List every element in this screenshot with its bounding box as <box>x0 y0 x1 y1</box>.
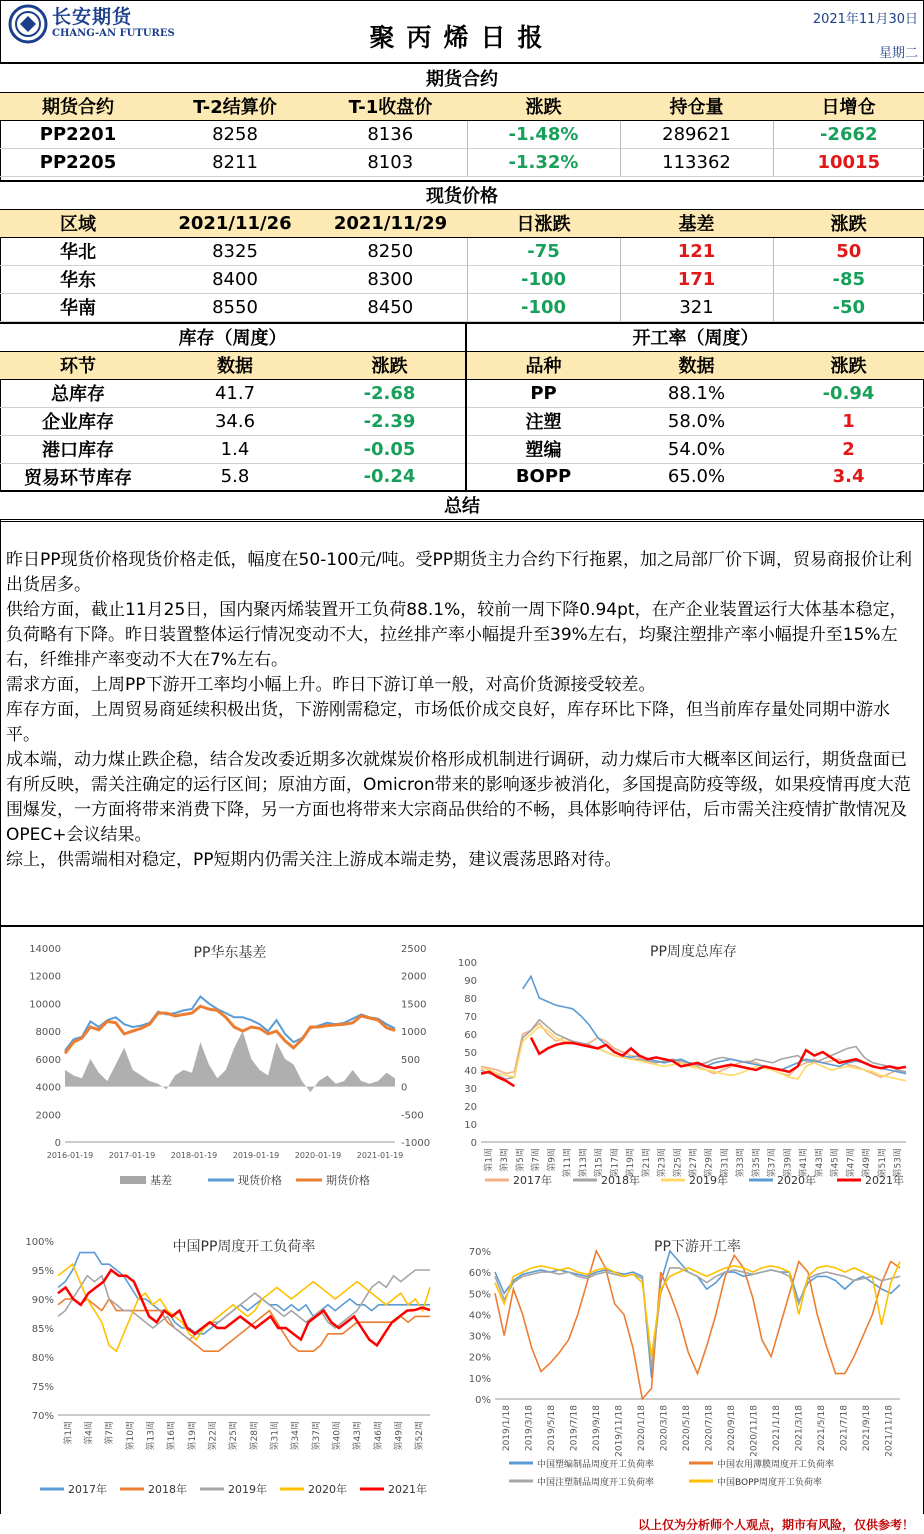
y-tick-label: 60% <box>468 1268 491 1280</box>
inventory-section-title: 库存（周度） <box>0 323 466 351</box>
inventory-name: 贸易环节库存 <box>0 463 156 491</box>
spot-price-d1: 8325 <box>156 237 314 265</box>
series-line-4 <box>481 1038 906 1087</box>
chart-title: PP周度总库存 <box>650 944 737 960</box>
operating-value: 54.0% <box>620 435 773 463</box>
y-tick-label-right: -1000 <box>401 1138 431 1149</box>
spot-header-region: 区域 <box>0 209 156 237</box>
x-tick-label: 第1周 <box>63 1421 74 1445</box>
y-tick-label: 70% <box>468 1247 491 1258</box>
y-tick-label-left: 14000 <box>29 944 61 955</box>
chart-basis-svg <box>10 932 450 1194</box>
y-tick-label: 70% <box>31 1411 54 1422</box>
inventory-value: 5.8 <box>156 463 314 491</box>
y-tick-label: 95% <box>31 1266 54 1277</box>
region-name: 华北 <box>0 237 156 265</box>
y-tick-label-right: 500 <box>401 1054 421 1066</box>
t2-settle: 8211 <box>156 148 314 176</box>
legend-label: 2020年 <box>308 1483 347 1496</box>
spot-header-d2: 2021/11/29 <box>314 209 467 237</box>
open-interest: 113362 <box>620 148 773 176</box>
chart-title: PP下游开工率 <box>654 1239 741 1255</box>
series-line-1 <box>65 1006 395 1053</box>
y-tick-label-right: -500 <box>401 1110 424 1122</box>
basis-change: -85 <box>773 265 924 293</box>
summary-section-title: 总结 <box>0 491 924 519</box>
spot-header-bchg: 涨跌 <box>773 209 924 237</box>
inventory-value: 1.4 <box>156 435 314 463</box>
x-tick-label: 第43周 <box>353 1421 364 1451</box>
region-name: 华南 <box>0 293 156 321</box>
x-tick-label: 第21周 <box>641 1148 652 1178</box>
x-tick-label: 第49周 <box>862 1148 873 1178</box>
x-tick-label: 第40周 <box>332 1421 343 1451</box>
x-tick-label: 第16周 <box>167 1421 178 1451</box>
x-tick-label: 2019/11/18 <box>614 1405 625 1457</box>
basis: 171 <box>620 265 773 293</box>
x-tick-label: 第23周 <box>657 1148 668 1178</box>
x-tick-label: 2021/9/18 <box>861 1405 872 1452</box>
legend-label: 现货价格 <box>238 1174 282 1187</box>
y-tick-label: 70 <box>464 1012 477 1023</box>
y-tick-label-left: 0 <box>54 1138 61 1149</box>
table-row <box>0 148 924 176</box>
price-change: -1.48% <box>467 120 620 148</box>
x-tick-label: 2021/1/18 <box>771 1405 782 1452</box>
legend-label: 期货价格 <box>326 1174 370 1187</box>
spot-header-chg: 日涨跌 <box>467 209 620 237</box>
y-tick-label-left: 8000 <box>35 1027 61 1039</box>
x-tick-label: 2019/7/18 <box>569 1405 580 1452</box>
disclaimer: 以上仅为分析师个人观点，期市有风险，仅供参考！ <box>637 1518 914 1532</box>
x-tick-label: 2020/1/18 <box>636 1405 647 1452</box>
x-tick-label: 第35周 <box>751 1148 762 1178</box>
x-tick-label: 2019/5/18 <box>546 1405 557 1452</box>
y-tick-label-right: 2000 <box>401 971 427 983</box>
spot-section-title: 现货价格 <box>0 181 924 209</box>
y-tick-label: 90% <box>31 1295 54 1306</box>
y-tick-label: 90 <box>464 976 477 987</box>
x-tick-label: 2020/9/18 <box>726 1405 737 1452</box>
x-tick-label: 第45周 <box>830 1148 841 1178</box>
x-tick-label: 2020/5/18 <box>681 1405 692 1452</box>
inventory-value: 41.7 <box>156 379 314 407</box>
x-tick-label: 第33周 <box>736 1148 747 1178</box>
legend-label: 基差 <box>150 1174 172 1187</box>
x-tick-label: 第27周 <box>689 1148 699 1178</box>
x-tick-label: 2017-01-19 <box>108 1151 156 1160</box>
open-interest: 289621 <box>620 120 773 148</box>
logo-english: CHANG-AN FUTURES <box>52 28 175 39</box>
y-tick-label: 50 <box>464 1048 477 1059</box>
x-tick-label: 第28周 <box>249 1421 260 1451</box>
x-tick-label: 第19周 <box>626 1148 637 1178</box>
x-tick-label: 第1周 <box>484 1148 495 1172</box>
operating-change: -0.94 <box>773 379 924 407</box>
table-row <box>0 407 924 435</box>
oi-change: -2662 <box>773 120 924 148</box>
y-tick-label: 10% <box>468 1373 491 1385</box>
y-tick-label-right: 1500 <box>401 999 427 1011</box>
t1-close: 8136 <box>314 120 467 148</box>
spot-price-d2: 8450 <box>314 293 467 321</box>
x-tick-label: 第31周 <box>270 1421 281 1451</box>
legend-label: 中国农用薄膜周度开工负荷率 <box>717 1460 835 1470</box>
x-tick-label: 第37周 <box>767 1148 778 1178</box>
operating-header-name: 品种 <box>466 351 620 379</box>
operating-change: 1 <box>773 407 924 435</box>
x-tick-label: 第29周 <box>704 1148 715 1178</box>
x-tick-label: 第10周 <box>125 1421 136 1451</box>
x-tick-label: 第5周 <box>515 1148 526 1172</box>
inventory-change: -0.05 <box>314 435 466 463</box>
x-tick-label: 第31周 <box>720 1148 731 1178</box>
legend-label: 2017年 <box>513 1174 552 1187</box>
futures-header-chg: 涨跌 <box>467 92 620 120</box>
y-tick-label-left: 12000 <box>29 971 61 983</box>
contract-name: PP2201 <box>0 120 156 148</box>
legend-label: 2018年 <box>148 1483 187 1496</box>
x-tick-label: 2020/7/18 <box>704 1405 715 1452</box>
y-tick-label: 0 <box>470 1138 477 1149</box>
x-tick-label: 第37周 <box>311 1421 322 1451</box>
y-tick-label: 30 <box>464 1084 477 1095</box>
chart-downstream-svg <box>455 1225 915 1507</box>
x-tick-label: 第53周 <box>893 1148 904 1178</box>
x-tick-label: 第19周 <box>187 1421 198 1451</box>
legend-label: 2018年 <box>601 1174 640 1187</box>
basis-change: 50 <box>773 237 924 265</box>
chart-operating-rate <box>10 1225 450 1507</box>
y-tick-label: 85% <box>31 1324 54 1335</box>
x-tick-label: 第7周 <box>105 1421 116 1445</box>
x-tick-label: 第17周 <box>610 1148 621 1178</box>
y-tick-label: 50% <box>468 1289 491 1301</box>
y-tick-label: 80 <box>464 994 477 1005</box>
spot-price-d2: 8300 <box>314 265 467 293</box>
inventory-change: -2.68 <box>314 379 466 407</box>
price-change: -1.32% <box>467 148 620 176</box>
chart-title: 中国PP周度开工负荷率 <box>172 1239 316 1255</box>
chart-basis <box>10 932 450 1194</box>
x-tick-label: 第52周 <box>415 1421 426 1451</box>
x-tick-label: 第9周 <box>547 1148 558 1172</box>
y-tick-label-left: 6000 <box>35 1054 61 1066</box>
basis: 321 <box>620 293 773 321</box>
contract-name: PP2205 <box>0 148 156 176</box>
summary-paragraph: 昨日PP现货价格现货价格走低，幅度在50-100元/吨。受PP期货主力合约下行拖累，加之局部厂价下调，贸易商报价让利出货居多。 <box>6 550 912 595</box>
inventory-change: -2.39 <box>314 407 466 435</box>
report-header <box>0 0 924 64</box>
inventory-header-chg: 涨跌 <box>314 351 466 379</box>
chart-inventory <box>455 932 915 1194</box>
legend-label: 中国塑编制品周度开工负荷率 <box>537 1460 655 1470</box>
inventory-value: 34.6 <box>156 407 314 435</box>
basis-area <box>65 1031 395 1092</box>
summary-paragraph: 成本端，动力煤止跌企稳，结合发改委近期多次就煤炭价格形成机制进行调研，动力煤后市大概率区间运行，期货盘面已有所反映，需关注确定的运行区间；原油方面，Omicron带来的影响逐步被消化，多国提高防疫等级，如果疫情再度大范围爆发，一方面将带来消费下降，另一方面也将带来大宗商品供给的不畅，具体影响待评估，后市需关注疫情扩散情况及OPEC+会议结果。 <box>6 750 911 845</box>
x-tick-label: 2019-01-19 <box>232 1151 280 1160</box>
x-tick-label: 第25周 <box>673 1148 684 1178</box>
x-tick-label: 第4周 <box>84 1421 95 1445</box>
report-weekday: 星期二 <box>878 46 918 61</box>
operating-value: 88.1% <box>620 379 773 407</box>
futures-header-contract: 期货合约 <box>0 92 156 120</box>
operating-header-value: 数据 <box>620 351 773 379</box>
t2-settle: 8258 <box>156 120 314 148</box>
legend-label: 2021年 <box>865 1174 904 1187</box>
x-tick-label: 2019/1/18 <box>501 1405 512 1452</box>
y-tick-label: 20 <box>464 1102 477 1113</box>
y-tick-label: 10 <box>464 1120 477 1131</box>
y-tick-label: 40% <box>468 1310 491 1322</box>
x-tick-label: 2021-01-19 <box>356 1151 404 1160</box>
operating-value: 65.0% <box>620 463 773 491</box>
daily-change: -75 <box>467 237 620 265</box>
operating-name: BOPP <box>466 463 620 491</box>
y-tick-label: 100% <box>25 1237 54 1248</box>
series-line-2 <box>481 1027 906 1081</box>
series-line-2 <box>495 1268 900 1367</box>
y-tick-label-right: 0 <box>401 1082 408 1094</box>
inventory-header-name: 环节 <box>0 351 156 379</box>
x-tick-label: 2018-01-19 <box>170 1151 218 1160</box>
table-row <box>0 435 924 463</box>
table-row <box>0 237 924 265</box>
y-tick-label-left: 2000 <box>35 1110 61 1122</box>
chart-title: PP华东基差 <box>193 945 267 961</box>
series-line-2 <box>58 1270 430 1340</box>
futures-header-t2: T-2结算价 <box>156 92 314 120</box>
legend-label: 中国注塑制品周度开工负荷率 <box>537 1478 655 1488</box>
futures-header-doi: 日增仓 <box>773 92 924 120</box>
spot-price-d1: 8400 <box>156 265 314 293</box>
summary-text <box>0 521 924 927</box>
x-tick-label: 第13周 <box>146 1421 157 1451</box>
futures-header-oi: 持仓量 <box>620 92 773 120</box>
x-tick-label: 第41周 <box>799 1148 810 1178</box>
y-tick-label: 20% <box>468 1352 491 1364</box>
spot-price-d1: 8550 <box>156 293 314 321</box>
y-tick-label: 0% <box>475 1395 491 1406</box>
table-row <box>0 293 924 321</box>
operating-name: 注塑 <box>466 407 620 435</box>
legend-label: 2019年 <box>228 1483 267 1496</box>
table-row <box>0 379 924 407</box>
x-tick-label: 2021/3/18 <box>794 1405 805 1452</box>
x-tick-label: 第22周 <box>208 1421 219 1451</box>
daily-change: -100 <box>467 293 620 321</box>
legend-label: 2019年 <box>689 1174 728 1187</box>
x-tick-label: 2021/5/18 <box>816 1405 827 1452</box>
x-tick-label: 第46周 <box>373 1421 384 1451</box>
summary-paragraph: 供给方面，截止11月25日，国内聚丙烯装置开工负荷88.1%，较前一周下降0.94pt，在产企业装置运行大体基本稳定，负荷略有下降。昨日装置整体运行情况变动不大，拉丝排产率小幅提升至39%左右，均聚注塑排产率小幅提升至15%左右，纤维排产率变动不大在7%左右。 <box>6 600 907 670</box>
operating-section-title: 开工率（周度） <box>466 323 924 351</box>
region-name: 华东 <box>0 265 156 293</box>
legend-label: 2017年 <box>68 1483 107 1496</box>
x-tick-label: 第39周 <box>783 1148 794 1178</box>
t1-close: 8103 <box>314 148 467 176</box>
basis: 121 <box>620 237 773 265</box>
chart-downstream <box>455 1225 915 1507</box>
spot-price-d2: 8250 <box>314 237 467 265</box>
x-tick-label: 第3周 <box>500 1148 511 1172</box>
inventory-name: 港口库存 <box>0 435 156 463</box>
chart-operating-rate-svg <box>10 1225 450 1507</box>
y-tick-label-left: 4000 <box>35 1082 61 1094</box>
chart-inventory-svg <box>455 932 915 1194</box>
operating-name: 塑编 <box>466 435 620 463</box>
summary-paragraph: 需求方面，上周PP下游开工率均小幅上升。昨日下游订单一般，对高价货源接受较差。 <box>6 675 656 695</box>
x-tick-label: 2019/9/18 <box>591 1405 602 1452</box>
y-tick-label: 60 <box>464 1030 477 1041</box>
inventory-name: 企业库存 <box>0 407 156 435</box>
inventory-operating-table <box>0 322 924 520</box>
legend-swatch <box>120 1176 146 1184</box>
operating-value: 58.0% <box>620 407 773 435</box>
x-tick-label: 2021/11/18 <box>884 1405 895 1457</box>
operating-header-chg: 涨跌 <box>773 351 924 379</box>
oi-change: 10015 <box>773 148 924 176</box>
operating-change: 2 <box>773 435 924 463</box>
x-tick-label: 第49周 <box>394 1421 405 1451</box>
footer <box>0 1514 924 1534</box>
y-tick-label: 100 <box>457 958 477 969</box>
operating-change: 3.4 <box>773 463 924 491</box>
summary-paragraph: 综上，供需端相对稳定，PP短期内仍需关注上游成本端走势，建议震荡思路对待。 <box>6 850 622 870</box>
x-tick-label: 第13周 <box>578 1148 589 1178</box>
report-title: 聚丙烯日报 <box>369 23 555 52</box>
logo-chinese: 长安期货 <box>52 6 133 28</box>
futures-section-title: 期货合约 <box>0 64 924 92</box>
x-tick-label: 第51周 <box>877 1148 888 1178</box>
x-tick-label: 2019/3/18 <box>524 1405 535 1452</box>
x-tick-label: 第11周 <box>563 1148 574 1178</box>
spot-header-basis: 基差 <box>620 209 773 237</box>
legend-label: 中国BOPP周度开工负荷率 <box>717 1478 822 1488</box>
x-tick-label: 2020/11/18 <box>749 1405 760 1457</box>
report-date: 2021年11月30日 <box>812 12 918 27</box>
inventory-name: 总库存 <box>0 379 156 407</box>
legend-label: 2020年 <box>777 1174 816 1187</box>
operating-name: PP <box>466 379 620 407</box>
table-row <box>0 463 924 491</box>
x-tick-label: 第34周 <box>291 1421 302 1451</box>
spot-header-d1: 2021/11/26 <box>156 209 314 237</box>
basis-change: -50 <box>773 293 924 321</box>
x-tick-label: 2020/3/18 <box>659 1405 670 1452</box>
y-tick-label-right: 2500 <box>401 944 427 955</box>
spot-table <box>0 180 924 322</box>
x-tick-label: 第15周 <box>594 1148 605 1178</box>
x-tick-label: 第43周 <box>814 1148 825 1178</box>
y-tick-label: 80% <box>31 1353 54 1364</box>
legend-label: 2021年 <box>388 1483 427 1496</box>
table-row <box>0 265 924 293</box>
y-tick-label: 75% <box>31 1382 54 1393</box>
summary-paragraph: 库存方面，上周贸易商延续积极出货，下游刚需稳定，市场低价成交良好，库存环比下降，但当前库存量处同期中游水平。 <box>6 700 890 745</box>
futures-header-t1: T-1收盘价 <box>314 92 467 120</box>
x-tick-label: 第25周 <box>229 1421 240 1451</box>
x-tick-label: 第7周 <box>531 1148 542 1172</box>
x-tick-label: 2020-01-19 <box>294 1151 342 1160</box>
x-tick-label: 第47周 <box>846 1148 857 1178</box>
inventory-header-value: 数据 <box>156 351 314 379</box>
y-tick-label-right: 1000 <box>401 1027 427 1039</box>
table-row <box>0 120 924 148</box>
x-tick-label: 2016-01-19 <box>46 1151 94 1160</box>
y-tick-label: 30% <box>468 1331 491 1343</box>
daily-change: -100 <box>467 265 620 293</box>
y-tick-label-left: 10000 <box>29 999 61 1011</box>
y-tick-label: 40 <box>464 1066 477 1077</box>
x-tick-label: 2021/7/18 <box>839 1405 850 1452</box>
futures-table <box>0 64 924 177</box>
inventory-change: -0.24 <box>314 463 466 491</box>
